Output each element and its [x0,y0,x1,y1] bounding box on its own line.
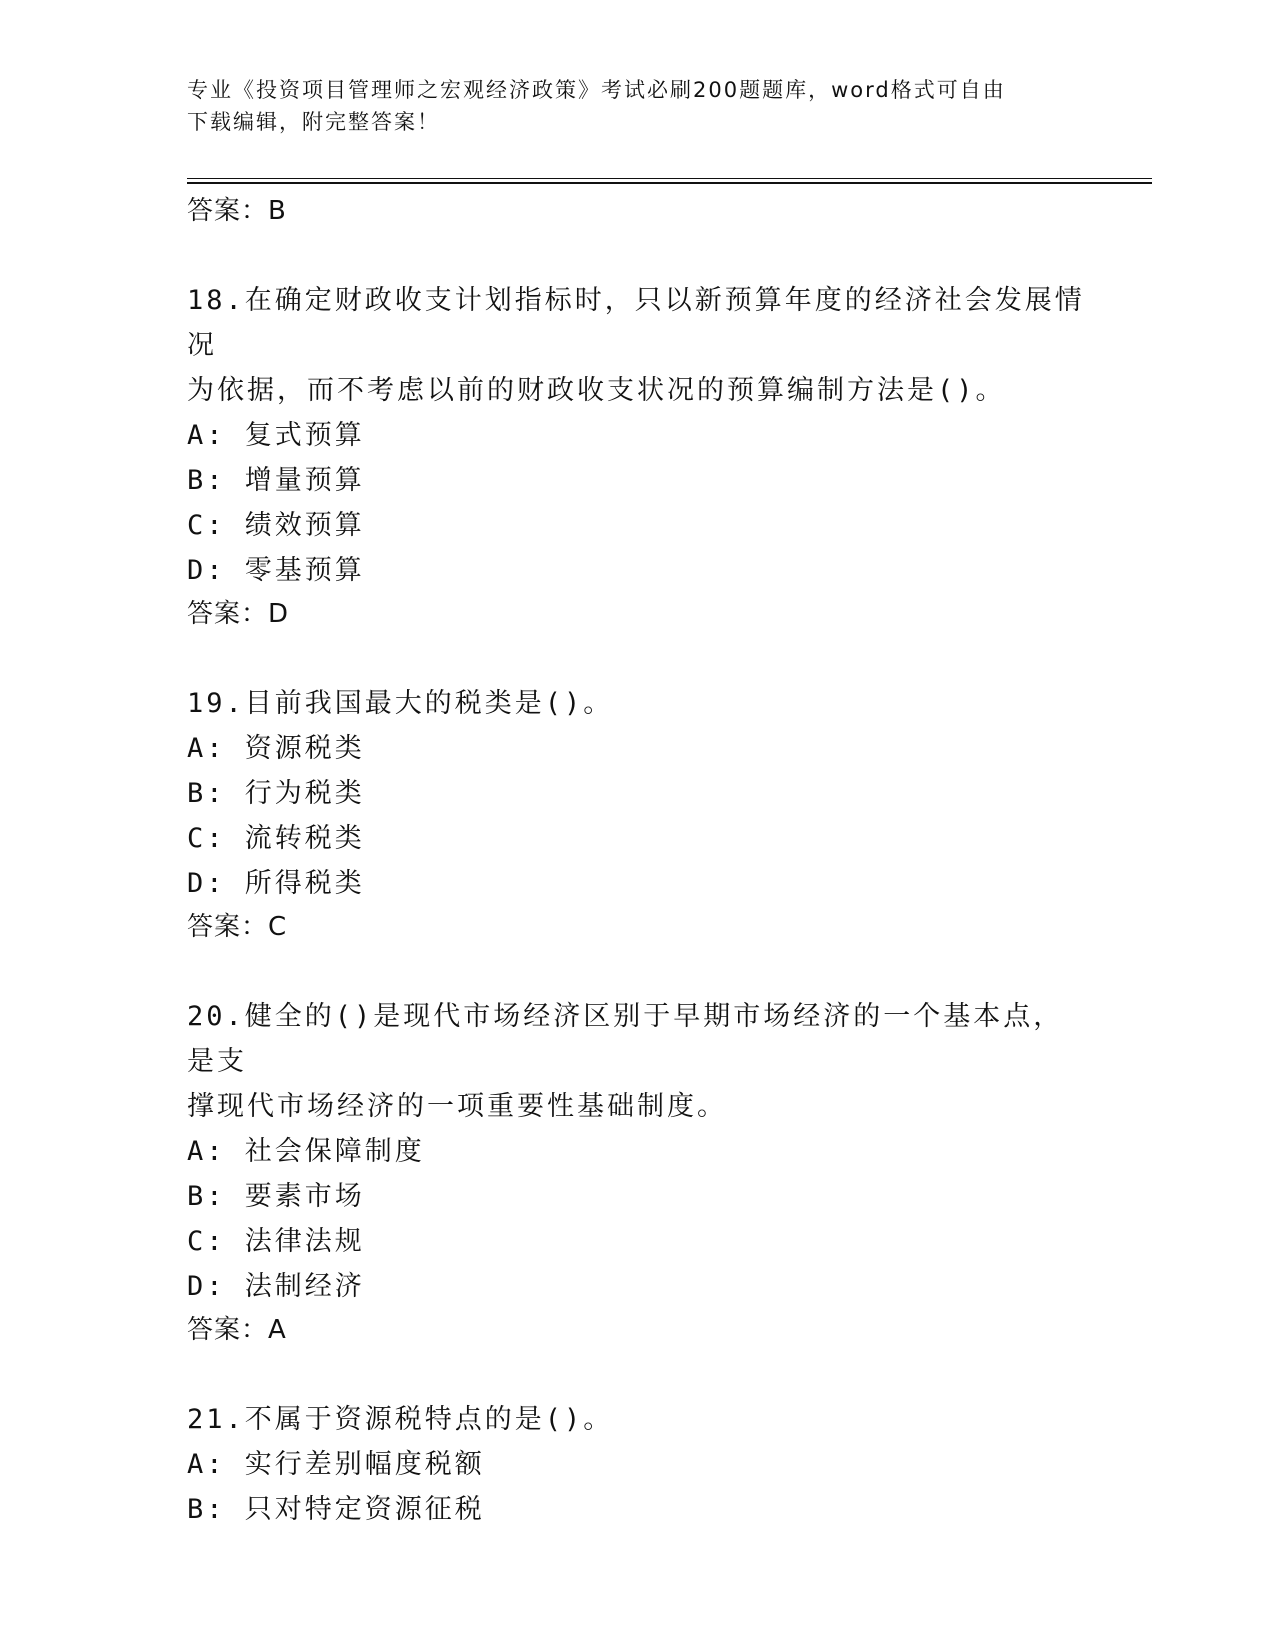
option-a: A: 资源税类 [187,733,365,764]
question-stem-line: 20.健全的()是现代市场经济区别于早期市场经济的一个基本点，是支 [187,1001,1064,1077]
option-c: C: 流转税类 [187,823,365,854]
option-a: A: 社会保障制度 [187,1136,425,1167]
answer-line: 答案：A [187,1315,287,1345]
question-stem-line: 撑现代市场经济的一项重要性基础制度。 [187,1091,727,1122]
question-stem [187,278,1087,413]
answer-line: 答案：C [187,912,288,942]
option-b: B: 要素市场 [187,1181,365,1212]
header-divider-thick [187,182,1152,184]
option-b: B: 增量预算 [187,465,365,496]
document-body [187,190,1087,1532]
question-stem [187,681,1087,726]
option-b: B: 只对特定资源征税 [187,1494,485,1525]
option-c: C: 法律法规 [187,1226,365,1257]
option-c: C: 绩效预算 [187,510,365,541]
answer-line: 答案：B [187,196,287,226]
question-stem-line: 21.不属于资源税特点的是()。 [187,1404,614,1435]
question-19 [187,681,1087,948]
question-stem-line: 18.在确定财政收支计划指标时，只以新预算年度的经济社会发展情况 [187,285,1085,361]
option-d: D: 所得税类 [187,868,365,899]
question-stem-line: 为依据，而不考虑以前的财政收支状况的预算编制方法是()。 [187,375,1006,406]
question-20 [187,994,1087,1351]
header-divider-thin [187,178,1152,179]
question-stem [187,994,1087,1129]
option-d: D: 零基预算 [187,555,365,586]
question-stem [187,1397,1087,1442]
option-a: A: 复式预算 [187,420,365,451]
question-stem-line: 19.目前我国最大的税类是()。 [187,688,614,719]
question-18 [187,278,1087,635]
header-line-1: 专业《投资项目管理师之宏观经济政策》考试必刷200题题库，word格式可自由 [187,78,1006,102]
option-a: A: 实行差别幅度税额 [187,1449,485,1480]
document-header [187,74,1087,138]
header-line-2: 下载编辑，附完整答案！ [187,110,440,134]
question-21 [187,1397,1087,1532]
option-d: D: 法制经济 [187,1271,365,1302]
option-b: B: 行为税类 [187,778,365,809]
answer-line: 答案：D [187,599,290,629]
